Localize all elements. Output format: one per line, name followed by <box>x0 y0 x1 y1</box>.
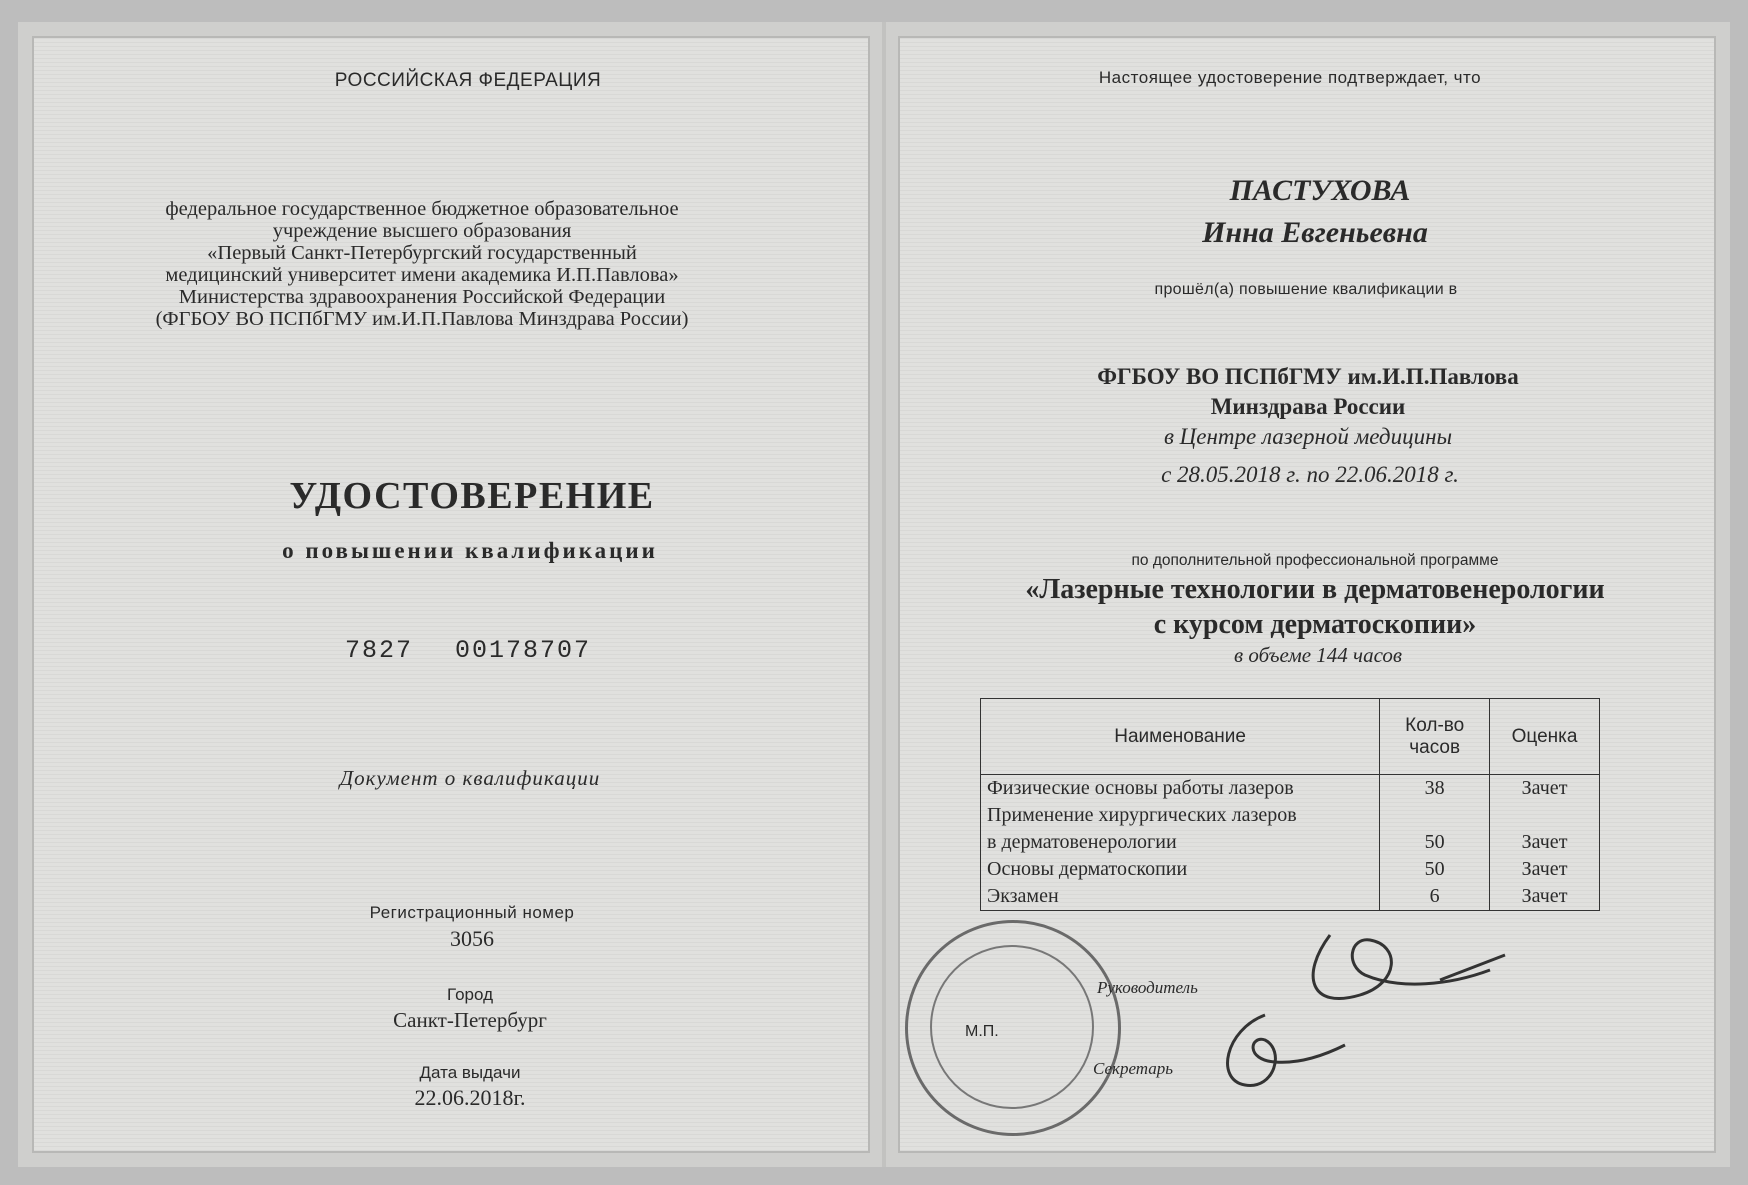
grades-table <box>980 698 1600 911</box>
org-line: Министерства здравоохранения Российской Федерации <box>178 286 666 308</box>
document-type: Документ о квалификации <box>339 766 601 790</box>
org-line: федеральное государственное бюджетное образовательное <box>165 198 679 220</box>
program-label: по дополнительной профессиональной программе <box>1131 552 1499 569</box>
subject-name: Применение хирургических лазеров <box>981 802 1380 829</box>
program-title-line-1: «Лазерные технологии в дерматовенерологии <box>1025 574 1605 605</box>
secretary-label: Секретарь <box>1093 1059 1173 1078</box>
training-period: с 28.05.2018 г. по 22.06.2018 г. <box>1161 462 1459 487</box>
spine <box>882 22 886 1167</box>
center-name: в Центре лазерной медицины <box>1163 424 1453 449</box>
subject-grade: Зачет <box>1490 775 1600 803</box>
document-number: 00178707 <box>455 636 592 665</box>
program-title-line-2: с курсом дерматоскопии» <box>1153 609 1477 640</box>
org-line: учреждение высшего образования <box>272 220 572 242</box>
document-title: УДОСТОВЕРЕНИЕ <box>289 475 655 517</box>
subject-name: Экзамен <box>981 883 1380 911</box>
subject-hours: 50 <box>1380 856 1490 883</box>
secretary-signature <box>1205 1000 1355 1100</box>
program-volume: в объеме 144 часов <box>1234 643 1402 667</box>
issue-date-label: Дата выдачи <box>419 1063 521 1082</box>
head-label: Руководитель <box>1097 978 1198 997</box>
official-seal-stamp <box>905 920 1121 1136</box>
institution-line-2: Минздрава России <box>1210 394 1406 419</box>
seal-place-label: М.П. <box>965 1023 999 1040</box>
subject-hours: 6 <box>1380 883 1490 911</box>
series-number: 7827 <box>345 636 414 665</box>
intro-text: Настоящее удостоверение подтверждает, что <box>1098 68 1482 87</box>
country-label: РОССИЙСКАЯ ФЕДЕРАЦИЯ <box>334 70 602 91</box>
registration-number: 3056 <box>450 926 494 951</box>
table-row <box>981 883 1600 911</box>
subject-grade: Зачет <box>1490 883 1600 911</box>
subject-hours: 50 <box>1380 829 1490 856</box>
header-name: Наименование <box>981 699 1380 775</box>
table-header-row <box>981 699 1600 775</box>
subject-grade <box>1490 802 1600 829</box>
org-line: (ФГБОУ ВО ПСПбГМУ им.И.П.Павлова Минздрава России) <box>155 308 689 330</box>
passed-text: прошёл(а) повышение квалификации в <box>1154 281 1458 298</box>
city-label: Город <box>447 985 493 1004</box>
subject-hours: 38 <box>1380 775 1490 803</box>
registration-label: Регистрационный номер <box>369 903 575 922</box>
institution-line-1: ФГБОУ ВО ПСПбГМУ им.И.П.Павлова <box>1097 364 1519 389</box>
table-row <box>981 802 1600 829</box>
document-subtitle: о повышении квалификации <box>282 538 658 563</box>
subject-grade: Зачет <box>1490 829 1600 856</box>
subject-name: Физические основы работы лазеров <box>981 775 1380 803</box>
city-value: Санкт-Петербург <box>393 1008 547 1032</box>
recipient-given-names: Инна Евгеньевна <box>1202 216 1428 249</box>
table-row <box>981 775 1600 803</box>
header-hours: Кол-во часов <box>1380 699 1490 775</box>
subject-hours <box>1380 802 1490 829</box>
subject-name: Основы дерматоскопии <box>981 856 1380 883</box>
organization-block <box>156 198 689 330</box>
org-line: медицинский университет имени академика И.П.Павлова» <box>165 264 679 286</box>
subject-grade: Зачет <box>1490 856 1600 883</box>
subject-name: в дерматовенерологии <box>981 829 1380 856</box>
header-grade: Оценка <box>1490 699 1600 775</box>
issue-date: 22.06.2018г. <box>414 1085 526 1110</box>
table-row <box>981 829 1600 856</box>
recipient-surname: ПАСТУХОВА <box>1229 174 1411 207</box>
table-row <box>981 856 1600 883</box>
org-line: «Первый Санкт-Петербургский государственный <box>207 242 637 264</box>
